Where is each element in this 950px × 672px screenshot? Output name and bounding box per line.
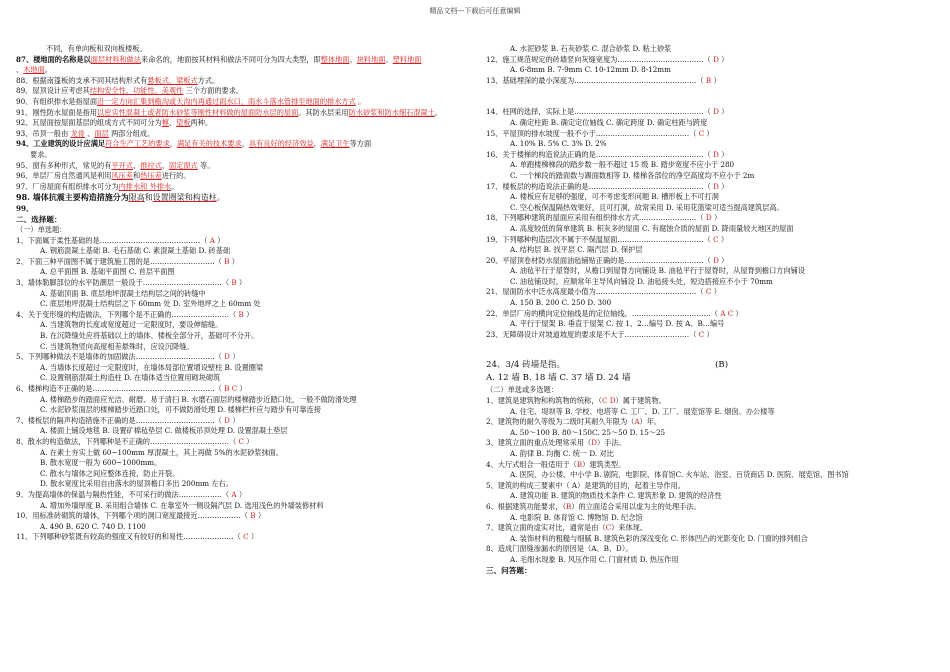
choice-6-options-b: C. 水泥砂浆面层的楼梯踏步近踏口处，可不做防滑处理 D. 楼梯栏杆应与踏步有可靠连接 bbox=[40, 405, 321, 415]
answer: D bbox=[713, 107, 719, 117]
text: 4、关于变形缝的构造做法，下列哪个是不正确的……………………（ bbox=[16, 309, 237, 319]
answer: D bbox=[713, 54, 719, 64]
choice-3-options-a: A. 基础顶面 B. 底层地坪混凝土结构层之间的砖缝中 bbox=[40, 288, 206, 298]
text: 、 bbox=[349, 54, 357, 64]
text: ， bbox=[169, 139, 177, 149]
text: 19、下列哪种构造层次不属于不保温屋面………………………………（ bbox=[486, 234, 711, 244]
choice-5-options-b: C. 设置钢筋混凝土构造柱 D. 在墙体适当位置用砌块砌筑 bbox=[40, 373, 221, 383]
question-92 bbox=[16, 118, 464, 129]
answer: 面层材料和做法 bbox=[90, 54, 142, 64]
question-90 bbox=[16, 97, 464, 108]
choice-2 bbox=[16, 257, 464, 268]
text: ） bbox=[721, 181, 729, 191]
text: ） bbox=[706, 128, 714, 138]
choice-1 bbox=[16, 236, 464, 247]
answer: 满足卫生 bbox=[320, 139, 350, 149]
text: ）手法。 bbox=[596, 438, 626, 448]
text: 90、有组织排水是指屋面 bbox=[16, 96, 98, 106]
text: ） bbox=[257, 511, 266, 521]
text: 5、下列哪种做法不是墙体的加固做法……………………………（ bbox=[16, 352, 222, 362]
text: 等。 bbox=[197, 160, 215, 170]
choice-15-options: A. 10% B. 5% C. 3% D. 2% bbox=[510, 139, 607, 149]
text: 三个方面的要求。 bbox=[183, 86, 244, 96]
choice-18 bbox=[486, 213, 938, 224]
text: ） bbox=[217, 235, 225, 245]
choice-5 bbox=[16, 352, 464, 363]
text: 、 bbox=[161, 160, 169, 170]
spacer bbox=[486, 340, 938, 359]
text: 不同，有单向板和双向板楼板。 bbox=[46, 44, 147, 53]
text: ） bbox=[735, 308, 743, 318]
answer: 望板 bbox=[176, 118, 191, 128]
text: ， bbox=[241, 139, 249, 149]
choice-16-options-a: A. 单跑楼梯梯段的踏步数一般不超过 15 级 B. 踏步宽度不应小于 280 bbox=[510, 160, 735, 170]
text: 3、墙体勒脚部位的水平防潮层一般设于……………………………（ bbox=[16, 278, 230, 288]
answer: 设置圈梁和构造柱 bbox=[152, 193, 217, 203]
text: 88、根据南篷板的支承不同其结构形式有 bbox=[16, 75, 148, 85]
text: 。 bbox=[434, 107, 443, 117]
text: 20、平屋顶卷材防水屋面油毡铺贴正确的是……………………………（ bbox=[486, 255, 711, 265]
text: 。 bbox=[44, 65, 52, 75]
answer: C bbox=[698, 329, 705, 339]
choice-5-options-a: A. 当墙体长度超过一定限度时，在墙体局部位置增设壁柱 B. 设置圈梁 bbox=[40, 362, 264, 372]
text: 方式。 bbox=[197, 75, 220, 85]
choice-14 bbox=[486, 107, 938, 118]
multi-7-options: A. 装饰材料的粗糙与细腻 B. 建筑色彩的深浅变化 C. 形体凹凸的光影变化 D. 门窗的排列组合 bbox=[510, 533, 808, 543]
multi-1-options: A. 住宅、堤坝等 B. 学校、电塔等 C. 工厂、D. 工厂、展览馆等 E. 烟囱、办公楼等 bbox=[510, 406, 775, 416]
answer: C bbox=[698, 128, 705, 138]
text: ） bbox=[239, 384, 247, 393]
multi-6-options: A. 电影院 B. 体育馆 C. 博物馆 D. 纪念馆 bbox=[510, 512, 643, 522]
answer: 防水砂浆和防水细石混凝土 bbox=[348, 107, 435, 117]
choice-18-options: A. 高度较低的简单建筑 B. 积灰多的屋面 C. 有腐蚀介质的屋面 D. 降雨量较大地区的屋面 bbox=[510, 223, 794, 233]
text: ） bbox=[713, 75, 721, 85]
text: 92、瓦屋面按屋面基层的组成方式不同可分为 bbox=[16, 118, 162, 128]
text: ） bbox=[721, 255, 729, 265]
choice-2-options: A. 总平面图 B. 基础平面图 C. 首层平面图 bbox=[40, 267, 175, 277]
text: ） bbox=[713, 213, 722, 223]
question-97 bbox=[16, 182, 464, 193]
text: 91、刚性防水屋面是指用 bbox=[16, 107, 98, 117]
choice-19-options: A. 结构层 B. 找平层 C. 隔汽层 D. 保护层 bbox=[510, 245, 643, 255]
text: ） bbox=[720, 234, 729, 244]
answer: 风压差 bbox=[111, 171, 133, 181]
text: 8、造成门窗缝渗漏水的原因是（ bbox=[486, 544, 592, 554]
text: ） bbox=[721, 149, 729, 159]
choice-8-options-c: C. 散水与墙体之间应整体连接，防止开裂。 bbox=[40, 468, 180, 478]
choice-20-options-b: C. 油毡铺设时，应顺常年主导风向铺设 D. 油毡接头处，短边搭接应不小于 70mm bbox=[510, 276, 773, 286]
question-94 bbox=[16, 139, 464, 150]
choice-24-options: A. 12 墙 B. 18 墙 C. 37 墙 D. 24 墙 bbox=[486, 373, 631, 384]
text: ）来体现。 bbox=[611, 523, 648, 533]
choice-13 bbox=[486, 76, 938, 87]
text: 18、下列哪种建筑的屋面应采用有组织排水方式……………………（ bbox=[486, 213, 704, 223]
choice-10-options: A. 490 B. 620 C. 740 D. 1100 bbox=[40, 521, 146, 531]
question-91 bbox=[16, 108, 464, 119]
multi-5: 5、建筑的构成三要素中（ A）是建筑的目的，起着主导作用。 bbox=[486, 480, 685, 490]
text: 、 bbox=[385, 54, 393, 64]
text: 来命名的，地面按其材料和做法不同可分为四大类型，即 bbox=[141, 54, 321, 64]
multi-5-options: A. 建筑功能 B. 建筑的物质技术条件 C. 建筑形象 D. 建筑的经济性 bbox=[510, 491, 722, 501]
text: 10、用标准砖砌筑的墙体，下列哪个项的洞口宽度最接近………………（ bbox=[16, 511, 248, 521]
answer: A bbox=[209, 235, 215, 245]
choice-24 bbox=[486, 359, 938, 372]
text: 98. 墙体抗震主要构造措施分为 bbox=[16, 192, 129, 203]
answer: 沿一定方向汇集到檐沟或天沟内再通过雨水口、雨水斗落水管排至地面的排水方式 bbox=[97, 96, 356, 106]
text: ） bbox=[706, 329, 714, 339]
answer: B bbox=[231, 278, 237, 288]
question-95 bbox=[16, 161, 464, 172]
spacer bbox=[486, 86, 938, 107]
text: 14、柱网的选择，实际上是………………………………………………（ bbox=[486, 107, 711, 117]
question-94-cont bbox=[16, 150, 464, 161]
text: 3、建筑立面的重点处理常采用（ bbox=[486, 438, 592, 448]
choice-7 bbox=[16, 416, 464, 427]
text: ）的立面适合采用以虚为主的处理手法。 bbox=[571, 501, 701, 511]
text: 1、下面属于柔性基础的是……………………………………（ bbox=[16, 235, 208, 245]
text: 、 bbox=[132, 160, 141, 170]
choice-3-options-b: C. 底层地坪混凝土结构层之下 60mm 处 D. 室外地坪之上 60mm 处 bbox=[40, 299, 261, 309]
multi-2 bbox=[486, 417, 938, 428]
choice-16-options-b: C. 一个梯段的踏面数与踢面数相等 D. 楼梯各部位的净空高度均不应小于 2m bbox=[510, 170, 755, 180]
answer: A bbox=[634, 417, 640, 427]
answer: A bbox=[231, 489, 237, 499]
answer: 固定窗式 bbox=[168, 160, 198, 170]
text: 22、单层厂房的横向定位轴线是的定位轴线。……………………………（ bbox=[486, 308, 718, 318]
section-choice-title: 二、选择题： bbox=[16, 214, 62, 224]
answer: 符合生产工艺的要求 bbox=[105, 139, 170, 149]
text: 2、下面三种平面图不属于建筑施工图的是………………………（ bbox=[16, 256, 222, 266]
text: 。 bbox=[216, 193, 225, 203]
choice-15 bbox=[486, 129, 938, 140]
text: 6、楼梯构造不正确的是……………………………………………（ bbox=[16, 384, 222, 393]
choice-12-options: A. 6-8mm B. 7-9mm C. 10-12mm D. 8-12mm bbox=[510, 65, 671, 75]
text: 。 bbox=[355, 96, 366, 106]
text: 7、楼板层的隔声构造措施不正确的是……………………………（ bbox=[16, 415, 222, 425]
choice-17-options-b: C. 空心板保温隔热效果好，且可打洞，故常采用 D. 采用花篮梁可适当提高建筑层高。 bbox=[510, 202, 784, 212]
choice-22-options: A. 平行于屋架 B. 垂直于屋架 C. 按 1、2…编号 D. 按 A、B…编号 bbox=[510, 319, 725, 329]
question-96 bbox=[16, 171, 464, 182]
text: 6、根据建筑功能要求，（ bbox=[486, 501, 567, 511]
text: ） bbox=[713, 287, 721, 297]
answer: B bbox=[576, 459, 583, 469]
question-98 bbox=[16, 192, 464, 204]
text: 11、下列哪种砂浆既有较高的强度又有较好的和易性…………………（ bbox=[16, 532, 241, 542]
answer: 龙骨 bbox=[70, 128, 85, 138]
text: 。其防水层采用 bbox=[298, 107, 349, 117]
choice-10 bbox=[16, 511, 464, 522]
answer: 块料地面 bbox=[356, 54, 386, 64]
answer: D bbox=[713, 181, 719, 191]
text: 和 bbox=[132, 171, 141, 181]
choice-1-options: A. 钢筋混凝土基础 B. 毛石基础 C. 素混凝土基础 D. 砖基础 bbox=[40, 246, 231, 256]
text: 89、屋顶设计应考虑其 bbox=[16, 86, 90, 96]
answer: D bbox=[224, 415, 230, 425]
answer: D bbox=[713, 255, 719, 265]
subsection-multi: （二）单选或多选题： bbox=[486, 385, 558, 395]
text: 要求。 bbox=[30, 149, 52, 159]
left-column bbox=[16, 44, 464, 543]
answer: 热压差 bbox=[140, 171, 162, 181]
answer: C bbox=[605, 523, 612, 533]
answer: B bbox=[566, 501, 572, 511]
text: 16、关于楼梯的构造说法正确的是………………………………………（ bbox=[486, 149, 711, 159]
text: 、 bbox=[84, 128, 95, 138]
multi-1 bbox=[486, 396, 938, 407]
multi-3 bbox=[486, 438, 938, 449]
text: ） bbox=[238, 489, 247, 499]
choice-14-options: A. 确定柱距 B. 确定定位轴线 C. 确定跨度 D. 确定柱距与跨度 bbox=[510, 117, 708, 127]
text: 两部分组成。 bbox=[108, 128, 155, 138]
multi-4 bbox=[486, 460, 938, 471]
answer: B bbox=[250, 511, 256, 521]
choice-4 bbox=[16, 310, 464, 321]
answer: D bbox=[705, 213, 712, 223]
choice-4-options-b: B. 在沉降缝处应将基础以上的墙体、楼板全部分开，基础可不分开。 bbox=[40, 331, 259, 341]
text: ） bbox=[721, 54, 729, 64]
answer: 平开式 bbox=[111, 160, 133, 170]
answer: 具有良好的经济效益 bbox=[248, 139, 314, 149]
choice-8-options-d: D. 散水宽度比采用自由落水的屋顶檐口多出 200mm 左右。 bbox=[40, 479, 233, 489]
text: 12、施工规范规定的砖墙竖向灰缝宽度为………………………………（ bbox=[486, 54, 711, 64]
answer: B bbox=[224, 256, 230, 266]
answer: (B) bbox=[715, 360, 729, 371]
choice-17 bbox=[486, 182, 938, 193]
text: 1、建筑是建筑物和构筑物的统称，（ bbox=[486, 396, 602, 406]
text: 15、平屋顶的排水坡度一般不小于…………………………………（ bbox=[486, 128, 697, 138]
text: 93、吊顶一般由 bbox=[16, 128, 71, 138]
text: 8、散水的构造做法，下列哪种是不正确的……………………………（ bbox=[16, 436, 237, 446]
text: 96、单层厂房自然通风是利用 bbox=[16, 171, 112, 181]
choice-4-options-a: A. 当建筑物的长度或宽度超过一定限度时，要设伸缩缝。 bbox=[40, 320, 223, 330]
choice-8 bbox=[16, 437, 464, 448]
answer: 悬板式、梁板式 bbox=[147, 75, 198, 85]
choice-22 bbox=[486, 309, 938, 320]
choice-19 bbox=[486, 235, 938, 246]
answer: C bbox=[243, 532, 249, 542]
choice-17-options-a: A. 楼板应有足够的强度，可不考虑变形问题 B. 槽形板上不可打洞 bbox=[510, 192, 719, 202]
text: ） bbox=[238, 278, 247, 288]
answer: D bbox=[224, 352, 230, 362]
answer: 塑料地面 bbox=[392, 54, 422, 64]
text: 2、建筑物的耐久等级为二级时其耐久年限为（ bbox=[486, 417, 635, 427]
choice-8-options-a: A. 在素土夯实上做 60~100mm 厚混凝土，其上再做 5%的水泥砂浆抹面。 bbox=[40, 447, 284, 457]
answer: D bbox=[591, 438, 597, 448]
answer: B bbox=[705, 75, 712, 85]
multi-6 bbox=[486, 502, 938, 513]
choice-6-options-a: A. 楼梯踏步的踏面应光洁、耐磨、易于清扫 B. 水磨石面层的楼梯踏步近踏口处，一般不做防滑处理 bbox=[40, 394, 357, 404]
choice-4-options-c: C. 当建筑物竖向高度相差悬殊时，应设沉降缝。 bbox=[40, 341, 194, 351]
text: 进行的。 bbox=[161, 171, 191, 181]
text: ） bbox=[246, 436, 254, 446]
question-87-cont bbox=[16, 65, 464, 76]
text: 两种。 bbox=[190, 118, 213, 128]
multi-4-options: A. 医院、办公楼、中小学 B. 剧院、电影院、体育馆C. 火车站、浴室、百货商店 D. 医院、展览馆、图书馆 bbox=[510, 470, 849, 480]
text: ）建筑类型。 bbox=[582, 459, 626, 469]
choice-21 bbox=[486, 287, 938, 298]
answer: C bbox=[238, 436, 244, 446]
multi-8 bbox=[486, 544, 938, 555]
text: ） bbox=[250, 532, 259, 542]
text: 7、建筑立面的虚实对比，通常是由（ bbox=[486, 523, 606, 533]
subsection-single: （一）单选题： bbox=[16, 225, 67, 235]
answer: 限高 bbox=[128, 193, 145, 203]
choice-9 bbox=[16, 490, 464, 501]
right-column bbox=[486, 44, 938, 576]
choice-12 bbox=[486, 55, 938, 66]
text: ） bbox=[721, 107, 729, 117]
multi-2-options: A. 50～100 B. 80～150C. 25～50 D. 15～25 bbox=[510, 427, 666, 437]
question-99: 99、 bbox=[16, 203, 34, 213]
multi-3-options: A. 韵律 B. 均衡 C. 统一 D. 对比 bbox=[510, 449, 614, 458]
answer: C bbox=[713, 234, 719, 244]
choice-16 bbox=[486, 150, 938, 161]
choice-20-options-a: A. 油毡平行于屋脊时，从檐口到屋脊方向铺设 B. 油毡平行于屋脊时，从屋脊到檐口方向铺设 bbox=[510, 266, 806, 276]
page-header: 精品文档---下载后可任意编辑 bbox=[429, 7, 521, 15]
answer: D bbox=[713, 149, 719, 159]
text: 等方面 bbox=[349, 139, 372, 149]
answer: 结构安全性、功能性、美观性 bbox=[89, 86, 184, 96]
answer: C D bbox=[601, 396, 616, 406]
answer: 满足有关的技术要求 bbox=[176, 139, 242, 149]
text: 24、3/4 砖墙是指。 bbox=[486, 360, 566, 371]
text: 、 bbox=[168, 118, 177, 128]
text: ） bbox=[232, 415, 240, 425]
answer: A C bbox=[720, 308, 734, 318]
text: ）年。 bbox=[639, 417, 662, 427]
text: 9、为提高墙体的保温与隔热性能，不可采行的做法………………（ bbox=[16, 489, 230, 499]
answer: C bbox=[705, 287, 712, 297]
text: 和 bbox=[144, 193, 153, 203]
text: ） bbox=[232, 352, 240, 362]
question-87 bbox=[16, 55, 464, 66]
choice-11 bbox=[16, 532, 464, 543]
text: 95、窗有多种形式，常见的有 bbox=[16, 160, 112, 170]
text: ） bbox=[246, 309, 254, 319]
choice-11-options: A. 水泥砂浆 B. 石灰砂浆 C. 混合砂浆 D. 粘土砂浆 bbox=[510, 44, 672, 53]
text: 23、无障碍设计对坡道坡度的要求是不大于………………………（ bbox=[486, 329, 697, 339]
text: 。 bbox=[171, 181, 179, 191]
answer: 木地面 bbox=[23, 65, 45, 75]
question-93 bbox=[16, 129, 464, 140]
text: 4、大厅式组合一般适用于（ bbox=[486, 459, 577, 469]
answer: B bbox=[238, 309, 244, 319]
multi-7 bbox=[486, 523, 938, 534]
choice-7-options: A. 楼面上铺设地毯 B. 设置矿棉毡垫层 C. 做楼板吊顶处理 D. 设置混凝土垫层 bbox=[40, 426, 288, 436]
question-89 bbox=[16, 86, 464, 97]
multi-8-options: A. 毛细水现象 B. 风压作用 C. 门窗材质 D. 热压作用 bbox=[510, 554, 679, 564]
text: 21、屋面防水中泛水高度最小值为……………………………………（ bbox=[486, 287, 704, 297]
text: ， bbox=[313, 139, 321, 149]
answer: 整体地面 bbox=[320, 54, 350, 64]
text: ）属于建筑物。 bbox=[615, 396, 666, 406]
choice-9-options: A. 增加外墙厚度 B. 采用组合墙体 C. 在靠室外一侧设隔汽层 D. 选用浅色的外墙装修材料 bbox=[40, 500, 324, 510]
text: ）。 bbox=[621, 544, 633, 554]
text: 97、厂房屋面有组织排水可分为 bbox=[16, 181, 119, 191]
choice-23 bbox=[486, 330, 938, 341]
choice-21-options: A. 150 B. 200 C. 250 D. 300 bbox=[510, 298, 612, 308]
text: 87、楼地面的名称是以 bbox=[16, 54, 91, 64]
choice-8-options-b: B. 散水宽度一般为 600~1000mm。 bbox=[40, 458, 162, 468]
answer: 推拉式 bbox=[140, 160, 162, 170]
text: 17、楼板层的构造说法正确的是…………………………………………（ bbox=[486, 181, 711, 191]
answer: B C bbox=[224, 384, 238, 393]
answer: 以密实性混凝土或者防水砂浆等刚性材料做的屋面防水层的屋面 bbox=[97, 107, 299, 117]
choice-6 bbox=[16, 384, 464, 395]
answer: A、B、D bbox=[591, 544, 622, 554]
line-slab-types bbox=[16, 44, 464, 55]
text: 、 bbox=[16, 65, 24, 75]
answer: 面层 bbox=[94, 128, 109, 138]
answer: 檩 bbox=[161, 118, 169, 128]
section-qa-title: 三、问答题： bbox=[486, 565, 532, 575]
choice-3 bbox=[16, 278, 464, 289]
text: 13、基础埋深的最小深度为……………………………………………（ bbox=[486, 75, 704, 85]
answer: 内排水和 外排水 bbox=[118, 181, 172, 191]
choice-20 bbox=[486, 256, 938, 267]
question-88 bbox=[16, 76, 464, 87]
text: 94、工业建筑的设计应满足 bbox=[16, 139, 106, 149]
text: ） bbox=[231, 256, 239, 266]
